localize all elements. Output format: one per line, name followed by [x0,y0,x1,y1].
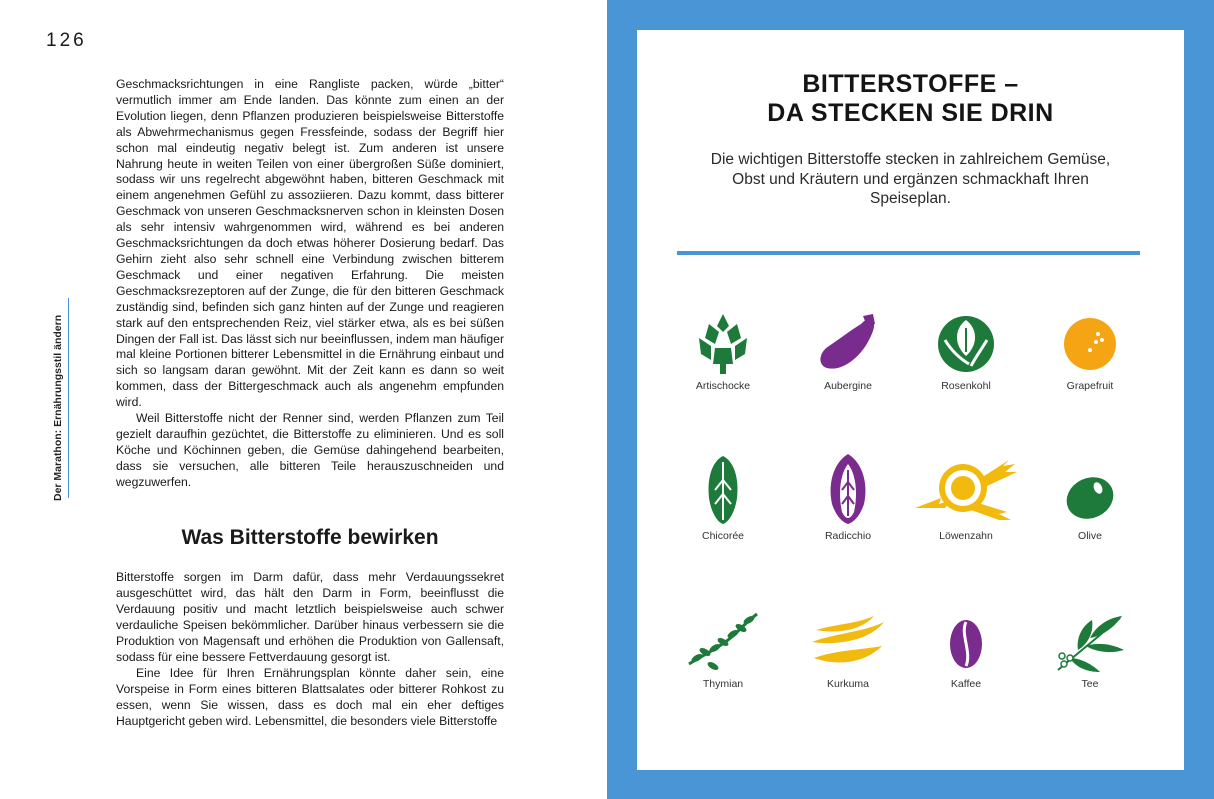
grapefruit-icon [1060,310,1120,380]
dandelion-icon [911,450,1021,530]
food-item-loewenzahn [906,450,1026,542]
food-label: Thymian [702,678,744,690]
body-paragraph-2 [116,411,504,491]
food-item-tee [1030,608,1150,690]
turmeric-icon [808,608,888,678]
food-item-thymian [663,608,783,690]
food-label: Kaffee [950,678,982,690]
food-label: Grapefruit [1066,380,1114,392]
chicory-icon [693,450,753,530]
food-label: Olive [1078,530,1102,542]
food-item-kurkuma [788,608,908,690]
food-item-kaffee [906,608,1026,690]
food-item-olive [1030,450,1150,542]
paragraph-text: Eine Idee für Ihren Ernährungsplan könnte daher sein, eine Vorspeise in Form eines bitteren Blattsalates oder bitterer Rohkost zu essen, wenn Sie wissen, dass es doch mal ein eher deftiges Hauptgericht geben wird. Lebensmittel, die besonders viele Bitterstoffe [116,666,504,728]
tea-icon [1050,608,1130,678]
panel-divider [677,251,1140,255]
food-label: Kurkuma [826,678,869,690]
food-label: Artischocke [695,380,751,392]
section-heading: Was Bitterstoffe bewirken [181,526,439,549]
running-head [52,296,65,501]
paragraph-text: Geschmacksrichtungen in eine Rangliste packen, würde „bitter“ vermutlich immer am Ende landen. Das könnte zum einen an der Evolution liegen, denn Pflanzen produzieren beispielsweise Bitterstoffe als Abwehrmechanismus gegen Fressfeinde, sodass der Begriff hier schon mal eindeutig negativ belegt ist. Zum anderen ist unsere Nahrung heute in weiten Teilen von einer übergroßen Süße dominiert, sodass wir uns regelrecht abgewöhnt haben, bitteren Geschmack mit einem angenehmen Gefühl zu assoziieren. Dazu kommt, dass bitterer Geschmack von unseren Geschmacksnerven schon in kleinsten Dosen als sehr intensiv wahrgenommen wird, während es bei anderen Geschmacksrichtungen da doch etwas höherer Dosierung bedarf. Das Gehirn zieht also sehr schnell eine Verbindung zwischen bitterem Geschmack und einer negativen Erfahrung. Die meisten Geschmacksrezeptoren auf der Zunge, die für den bitteren Geschmack zuständig sind, befinden sich ganz hinten auf der Zunge und reagieren stark auf den entsprechenden Reiz, viel stärker etwa, als es bei süßen Dingen der Fall ist. Das lässt sich nur beeinflussen, indem man häufiger mal kleine Portionen bitterer Lebensmittel in die Ernährung einbaut und sich so langsam daran gewöhnt. Mit der Zeit kann es dann so weit kommen, dass der Bittergeschmack auch als angenehm empfunden wird. [116,77,504,410]
radicchio-icon [818,450,878,530]
thyme-icon [683,608,763,678]
paragraph-text: Bitterstoffe sorgen im Darm dafür, dass mehr Verdauungssekret ausgeschüttet wird, das hält den Darm in Form, beeinflusst die Verdauung positiv und macht letztlich beispielsweise auch schwer verdauliche Speisen bekömmlicher. Darüber hinaus verbessern sie die Produktion von Magensaft und erhöhen die Produktion von Gallensaft, sodass für eine bessere Fettverdauung gesorgt ist. [116,570,504,664]
running-head-text: Der Marathon: Ernährungsstil ändern [52,314,64,501]
food-item-artischocke [663,310,783,392]
panel-subtitle: Die wichtigen Bitterstoffe stecken in zahlreichem Gemüse, Obst und Kräutern und ergänzen schmackhaft Ihren Speiseplan. [710,151,1111,207]
coffee-bean-icon [936,608,996,678]
running-head-rule [68,298,69,498]
food-item-grapefruit [1030,310,1150,392]
food-label: Löwenzahn [939,530,993,542]
food-label: Chicorée [701,530,745,542]
panel-title-line-2: DA STECKEN SIE DRIN [767,99,1054,127]
body-paragraph-1 [116,77,504,411]
food-label: Rosenkohl [941,380,991,392]
food-item-chicoree [663,450,783,542]
eggplant-icon [813,310,883,380]
food-label: Aubergine [824,380,872,392]
food-label: Tee [1081,678,1099,690]
info-panel [637,30,1184,770]
artichoke-icon [693,310,753,380]
panel-title [637,70,1184,128]
food-item-rosenkohl [906,310,1026,392]
page-number: 126 [46,30,87,51]
body-paragraph-3 [116,570,504,665]
body-paragraph-4 [116,666,504,730]
olive-icon [1060,450,1120,530]
food-label: Radicchio [824,530,872,542]
brussels-sprout-icon [931,310,1001,380]
food-item-aubergine [788,310,908,392]
food-item-radicchio [788,450,908,542]
right-page [607,0,1214,799]
paragraph-text: Weil Bitterstoffe nicht der Renner sind, werden Pflanzen zum Teil gezielt daraufhin gezüchtet, die Bitterstoffe zu eliminieren. Und es soll Köche und Köchinnen geben, die Gemüse dahingehend bearbeiten, dass sie versuchen, alle bitteren Teile herauszuschneiden und wegzuwerfen. [116,411,504,489]
panel-title-line-1: BITTERSTOFFE – [802,70,1019,98]
